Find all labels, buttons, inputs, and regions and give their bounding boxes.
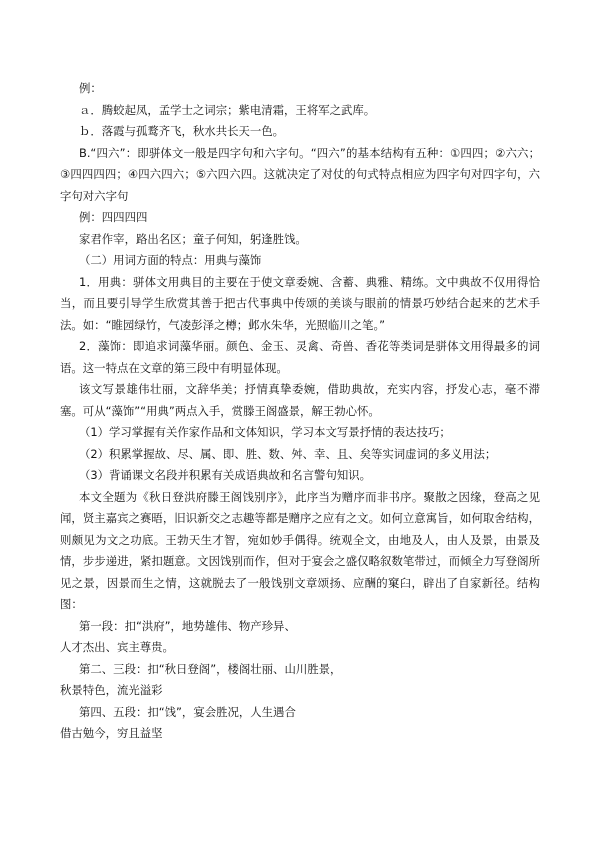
- structure-2b: 秋景特色，流光溢彩: [60, 683, 163, 697]
- structure-3b: 借古勉今，穷且益坚: [60, 726, 163, 740]
- style-summary-paragraph: 该文写景雄伟壮丽，文辞华美；抒情真挚委婉，借助典故，充实内容，抒发心志，毫不滞塞。可从“藻饰”“用典”两点入手，赏滕王阁盛景，解王勃心怀。: [60, 382, 540, 418]
- example-label: 例：: [79, 81, 102, 95]
- goal-1: （1）学习掌握有关作家作品和文体知识，学习本文写景抒情的表达技巧；: [79, 425, 451, 439]
- goal-2: （2）积累掌握故、尽、属、即、胜、数、舛、幸、且、矣等实词虚词的多义用法；: [79, 446, 497, 461]
- example-four-text: 家君作宰，路出名区；童子何知，躬逢胜饯。: [79, 231, 307, 246]
- full-title-paragraph: 本文全题为《秋日登洪府滕王阁饯别序》，此序当为赠序而非书序。聚散之因缘，登高之见闻，贤主嘉宾之赛晤，旧识新交之志趣等都是赠序之应有之文。如何立意寓旨，如何取舍结构，则颇见为文之功底。王勃天生才智，宛如妙手偶得。统观全文，由地及人，由人及景，由景及情，步步递进，紧扣题意。文因饯别而作，但对于宴会之盛仅略叙数笔带过，而倾全力写登阁所见之景，因景而生之情，这就脱去了一般饯别文章颂扬、应酬的窠臼，辟出了自家新径。结构图：: [60, 489, 540, 611]
- goal-3: （3）背诵课文名段并积累有关成语典故和名言警句知识。: [79, 468, 372, 482]
- structure-2a: 第二、三段：扣“秋日登阁”，楼阁壮丽、山川胜景，: [79, 661, 342, 676]
- structure-1b: 人才杰出、宾主尊贵。: [60, 640, 174, 654]
- example-a: ａ．腾蛟起凤，孟学士之词宗；紫电清霜，王将军之武库。: [79, 102, 376, 117]
- structure-3a: 第四、五段：扣“饯”，宴会胜况，人生遇合: [79, 704, 296, 719]
- four-six-paragraph: B.“四六”：即骈体文一般是四字句和六字句。“四六”的基本结构有五种：①四四；②六六；③四四四四；④四六四六；⑤六四六四。这就决定了对仗的句式特点相应为四字句对四字句，六字句对六字句: [60, 145, 540, 203]
- ornament-paragraph: 2．藻饰：即追求词藻华丽。颜色、金玉、灵禽、奇兽、香花等类词是骈体文用得最多的词语。这一特点在文章的第三段中有明显体现。: [60, 339, 540, 375]
- example-b: ｂ．落霞与孤鹜齐飞，秋水共长天一色。: [79, 124, 285, 138]
- structure-1a: 第一段：扣“洪府”，地势雄伟、物产珍异、: [79, 618, 296, 633]
- document-body: [60, 78, 540, 745]
- allusion-paragraph: 1．用典：骈体文用典目的主要在于使文章委婉、含蓄、典雅、精练。文中典故不仅用得恰当，而且要引导学生欣赏其善于把古代事典中传颂的美谈与眼前的情景巧妙结合起来的艺术手法。如：“睢园绿竹，气凌彭泽之樽；邺水朱华，光照临川之笔。”: [60, 274, 540, 332]
- section-heading-word-usage: （二）用词方面的特点：用典与藻饰: [79, 253, 262, 267]
- example-four-label: 例：四四四四: [79, 210, 148, 224]
